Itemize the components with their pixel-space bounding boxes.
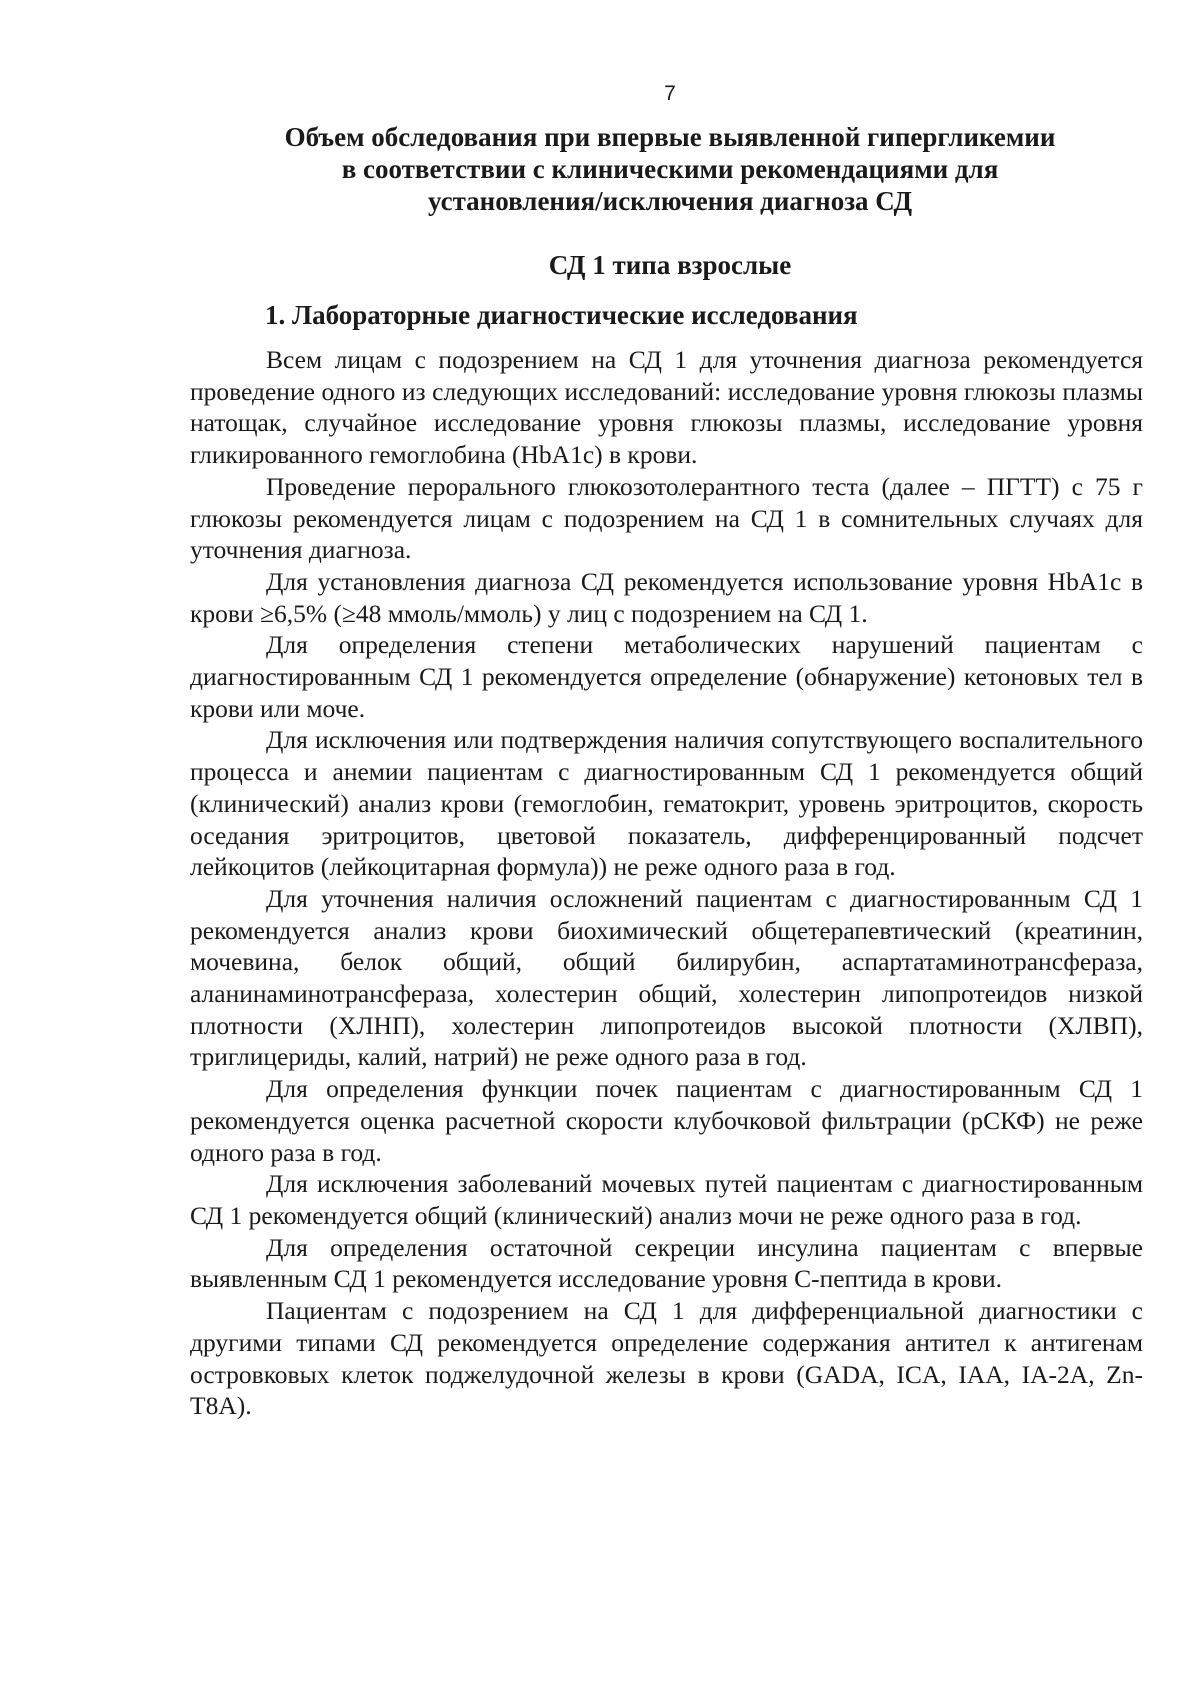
section-number: 1. [265, 300, 286, 330]
title-line: в соответствии с клиническими рекомендациями для [341, 154, 999, 184]
body-text [190, 344, 1143, 1422]
section-title: Лабораторные диагностические исследования [292, 300, 858, 330]
paragraph: Для определения остаточной секреции инсулина пациентам с впервые выявленным СД 1 рекомендуется исследование уровня С-пептида в крови. [190, 1232, 1143, 1294]
page-number: 7 [664, 82, 676, 105]
paragraph: Для определения функции почек пациентам с диагностированным СД 1 рекомендуется оценка расчетной скорости клубочковой фильтрации (рСКФ) не реже одного раза в год. [190, 1074, 1143, 1167]
paragraph: Для уточнения наличия осложнений пациентам с диагностированным СД 1 рекомендуется анализ крови биохимический общетерапевтический (креатинин, мочевина, белок общий, общий билирубин, аспартатаминотрансфераза, аланинаминотрансфераза, холестерин общий, холестерин липопротеидов низкой плотности (ХЛНП), холестерин липопротеидов высокой плотности (ХЛВП), триглицериды, калий, натрий) не реже одного раза в год. [190, 883, 1143, 1072]
title-line: установления/исключения диагноза СД [427, 186, 913, 216]
title-line: Объем обследования при впервые выявленной гипергликемии [284, 122, 1056, 152]
section-heading [265, 300, 858, 331]
paragraph: Всем лицам с подозрением на СД 1 для уточнения диагноза рекомендуется проведение одного из следующих исследований: исследование уровня глюкозы плазмы натощак, случайное исследование уровня глюкозы плазмы, исследование уровня гликированного гемоглобина (HbA1c) в крови. [190, 345, 1143, 470]
paragraph: Для определения степени метаболических нарушений пациентам с диагностированным СД 1 рекомендуется определение (обнаружение) кетоновых тел в крови или моче. [190, 630, 1143, 723]
document-subtitle: СД 1 типа взрослые [548, 250, 792, 280]
paragraph: Для исключения или подтверждения наличия сопутствующего воспалительного процесса и анемии пациентам с диагностированным СД 1 рекомендуется общий (клинический) анализ крови (гемоглобин, гематокрит, уровень эритроцитов, скорость оседания эритроцитов, цветовой показатель, дифференцированный подсчет лейкоцитов (лейкоцитарная формула)) не реже одного раза в год. [190, 725, 1143, 882]
paragraph: Для исключения заболеваний мочевых путей пациентам с диагностированным СД 1 рекомендуется общий (клинический) анализ мочи не реже одного раза в год. [190, 1169, 1143, 1230]
paragraph: Для установления диагноза СД рекомендуется использование уровня HbA1c в крови ≥6,5% (≥48 ммоль/ммоль) у лиц с подозрением на СД 1. [190, 566, 1143, 628]
paragraph: Пациентам с подозрением на СД 1 для дифференциальной диагностики с другими типами СД рекомендуется определение содержания антител к антигенам островковых клеток поджелудочной железы в крови (GADA, ICA, IAA, IA-2A, Zn-T8A). [190, 1296, 1143, 1421]
paragraph: Проведение перорального глюкозотолерантного теста (далее – ПГТТ) с 75 г глюкозы рекомендуется лицам с подозрением на СД 1 в сомнительных случаях для уточнения диагноза. [190, 471, 1143, 565]
document-title [190, 121, 1150, 217]
